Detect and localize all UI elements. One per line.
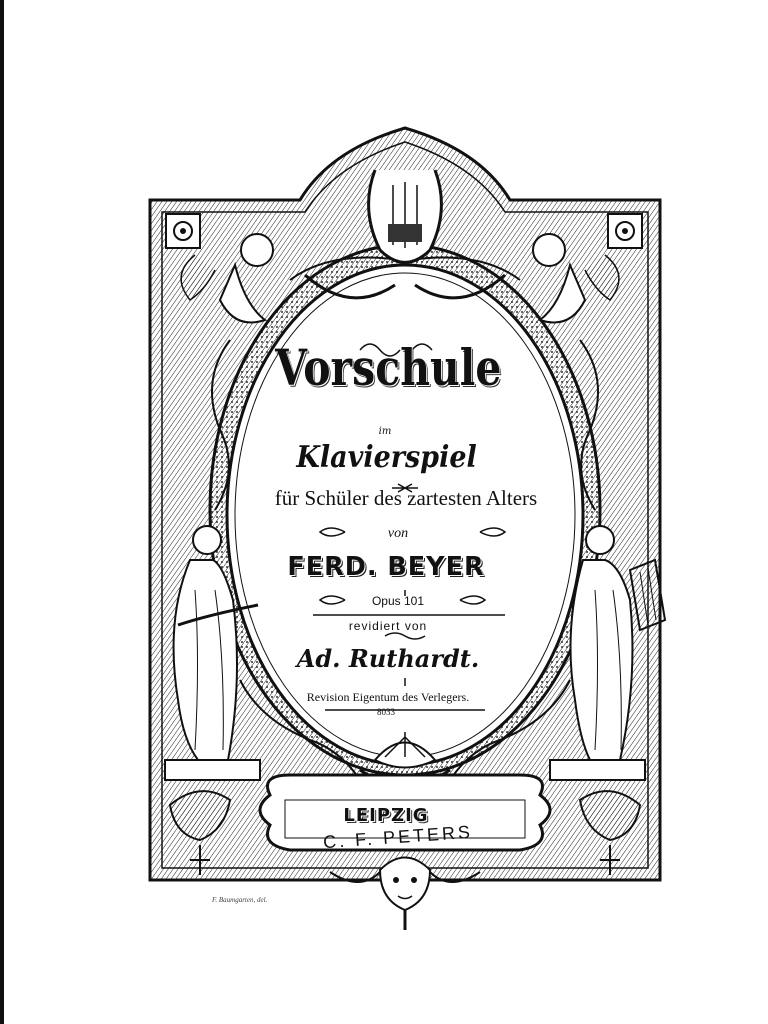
opus-number: Opus 101 bbox=[371, 594, 425, 608]
composer-name: FERD. BEYER bbox=[287, 552, 485, 582]
subtitle-heading: Klavierspiel bbox=[296, 440, 477, 475]
engraver-signature: F. Baumgarten, del. bbox=[212, 896, 268, 904]
lyre-icon bbox=[369, 170, 442, 263]
preposition-label: im bbox=[378, 426, 392, 437]
imprint-city: LEIPZIG bbox=[343, 805, 429, 826]
by-label: von bbox=[387, 526, 409, 541]
corner-rosette-right bbox=[608, 214, 642, 248]
title-heading: Vorschule bbox=[275, 338, 502, 397]
imprint-publisher: C. F. PETERS bbox=[322, 821, 474, 853]
corner-rosette-left bbox=[166, 214, 200, 248]
editor-name: Ad. Ruthardt. bbox=[296, 644, 480, 673]
description-text: für Schüler des zartesten Alters bbox=[274, 486, 538, 510]
revised-by-label: revidiert von bbox=[348, 619, 428, 633]
plate-number: 8033 bbox=[377, 707, 395, 717]
rights-notice: Revision Eigentum des Verlegers. bbox=[306, 690, 470, 704]
